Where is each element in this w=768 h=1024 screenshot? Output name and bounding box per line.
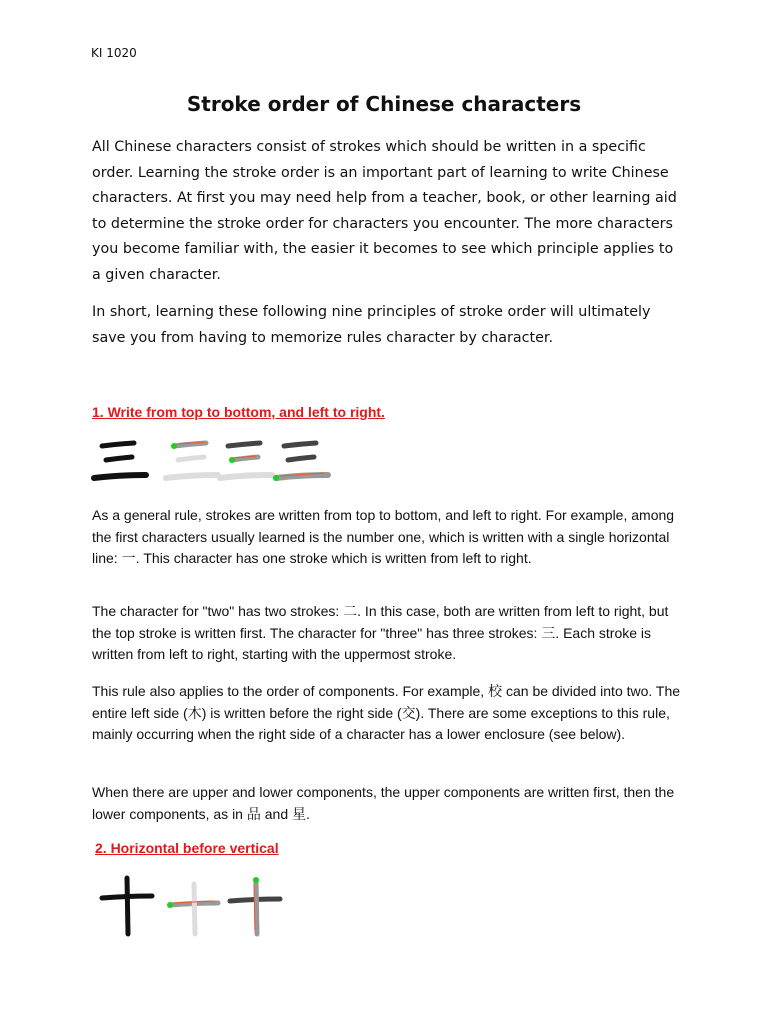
- stroke-order-ten-illustration: [94, 872, 294, 942]
- intro-paragraph-2: In short, learning these following nine principles of stroke order will ultimately save you from having to memorize rules character by character.: [92, 304, 651, 346]
- document-title: Stroke order of Chinese characters: [186, 92, 582, 116]
- rule-1-heading: 1. Write from top to bottom, and left to right.: [92, 404, 385, 420]
- stroke-step-1: [166, 442, 218, 478]
- rule-2-heading: 2. Horizontal before vertical: [95, 840, 279, 856]
- rule-1-paragraph-2: The character for "two" has two strokes: 二. In this case, both are written from left to right, but the top stroke is written first. The character for "three" has three strokes: 三. Each stroke is written from left to right, starting with the uppermost stroke.: [92, 603, 669, 662]
- stroke-step-2: [220, 443, 272, 478]
- course-code: KI 1020: [91, 46, 137, 60]
- rule-1-paragraph-1: As a general rule, strokes are written from top to bottom, and left to right. For example, among the first characters usually learned is the number one, which is written with a single horizontal line: 一. This character has one stroke which is written from left to right.: [92, 507, 675, 566]
- intro-paragraph: All Chinese characters consist of strokes which should be written in a specific order. Learning the stroke order is an important part of learning to write Chinese characters. At first you may need help from a teacher, book, or other learning aid to determine the stroke order for characters you encounter. The more characters you become familiar with, the easier it becomes to see which principle applies to a given character.: [92, 139, 677, 283]
- stroke-step-1: [167, 884, 218, 934]
- stroke-step-3: [273, 443, 328, 481]
- stroke-step-2: [230, 877, 280, 934]
- rule-1-paragraph-4: When there are upper and lower components, the upper components are written first, then the lower components, as in 品 and 星.: [92, 784, 675, 822]
- rule-1-paragraph-3: This rule also applies to the order of components. For example, 校 can be divided into two. The entire left side (木) is written before the right side (交). There are some exceptions to this rule, mainly occurring when the right side of a character has a lower enclosure (see below).: [92, 683, 681, 742]
- character-ten-complete: [102, 878, 152, 934]
- character-three-complete: [94, 443, 146, 478]
- stroke-order-three-illustration: [88, 432, 338, 492]
